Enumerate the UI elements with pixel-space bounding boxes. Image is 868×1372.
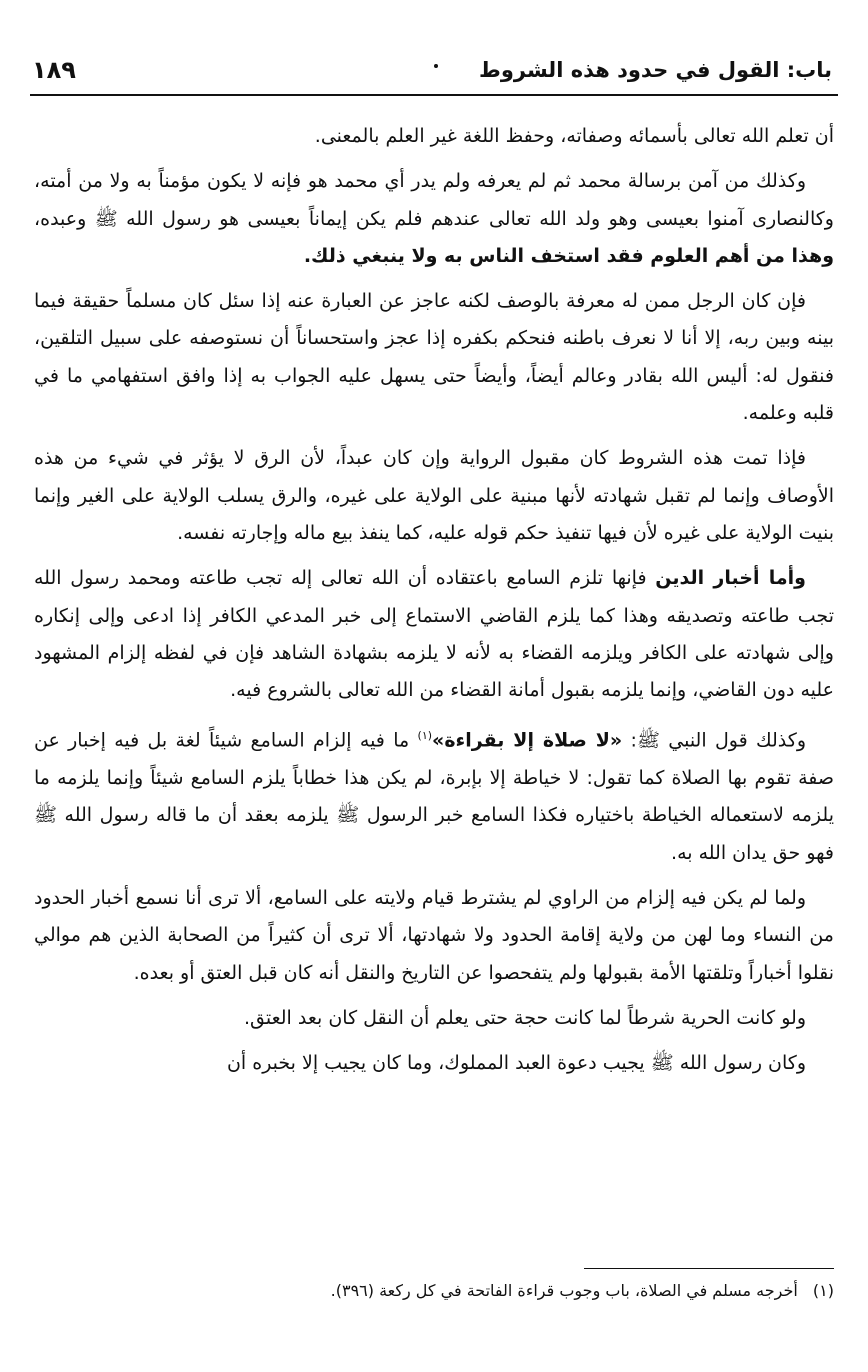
pbuh-ligature: ﷺ <box>94 207 118 230</box>
hadith-quote: «لا صلاة إلا بقراءة» <box>432 729 623 752</box>
paragraph-7 <box>34 880 834 992</box>
footnote-text: أخرجه مسلم في الصلاة، باب وجوب قراءة الفاتحة في كل ركعة (٣٩٦). <box>330 1281 798 1300</box>
paragraph-3 <box>34 283 834 432</box>
pbuh-ligature: ﷺ <box>636 729 660 752</box>
pbuh-ligature: ﷺ <box>650 1052 674 1075</box>
paragraph-8 <box>34 1000 834 1037</box>
paragraph-text: فهو حق يدان الله به. <box>671 841 834 864</box>
page-header <box>30 54 838 96</box>
paragraph-text: أن تعلم الله تعالى بأسمائه وصفاته، وحفظ اللغة غير العلم بالمعنى. <box>314 125 834 147</box>
paragraph-4 <box>34 440 834 552</box>
paragraph-text: وكان رسول الله <box>673 1052 806 1075</box>
section-lead: وأما أخبار الدين <box>655 567 806 590</box>
page-number: ١٨٩ <box>32 56 76 84</box>
paragraph-text: فإن كان الرجل ممن له معرفة بالوصف لكنه عاجز عن العبارة عنه إذا سئل كان مسلماً حقيقة فيما بينه وبين ربه، إلا أنا لا نعرف باطنه فنحكم بكفره إذا عجز واستحساناً أن نستوصفه على سبيل التلقين، فنقول له: أليس الله بقادر وعالم أيضاً، وأيضاً حتى يسهل عليه الجواب به إذا وافق استفهامي ما في قلبه وعلمه. <box>34 290 834 425</box>
paragraph-text: ولما لم يكن فيه إلزام من الراوي لم يشترط قيام ولايته على السامع، ألا ترى أنا نسمع أخبار الحدود من النساء وما لهن من ولاية إقامة الحدود ولا شهادتها، ألا ترى أن كثيراً من الصحابة الذين هم موالي نقلوا أخباراً وتلقتها الأمة بقبولها ولم يتفحصوا عن التاريخ والنقل أنه كان قبل العتق أو بعده. <box>34 886 834 984</box>
header-dot <box>434 64 438 68</box>
pbuh-ligature: ﷺ <box>34 804 57 827</box>
paragraph-text: فإذا تمت هذه الشروط كان مقبول الرواية وإن كان عبداً، لأن الرق لا يؤثر في شيء من هذه الأوصاف وإنما لم تقبل شهادته لأنها مبنية على الولاية على غيره، والرق يسلب الولاية على الغير وإنما بنيت الولاية على غيره لأن فيها تنفيذ حكم قوله عليه، كما ينفذ بيع ماله وإجارته نفسه. <box>34 447 834 544</box>
paragraph-text: : <box>622 729 637 752</box>
running-head: باب: القول في حدود هذه الشروط <box>479 58 832 82</box>
paragraph-1 <box>34 118 834 155</box>
footnote-marker: (١) <box>812 1281 834 1300</box>
paragraph-text: ما فيه إلزام السامع شيئاً لغة بل فيه إخبار عن صفة تقوم بها الصلاة كما تقول: لا خياطة إلا بإبرة، لم يكن هذا خطاباً يلزم السامع شيئاً وإنما يلزمه ما يلزمه لاستعماله الخياطة باختياره فكذا السامع خبر الرسول <box>34 729 834 827</box>
footnote <box>34 1276 834 1306</box>
paragraph-text: يلزمه بعقد أن ما قاله رسول الله <box>56 804 337 827</box>
footnote-reference: (١) <box>417 729 433 743</box>
paragraph-text: فإنها تلزم السامع باعتقاده أن الله تعالى إله تجب طاعته ومحمد رسول الله تجب طاعته وتصديقه وهذا كما يلزم القاضي الاستماع إلى خبر المدعي الكافر إذا ادعى وإلى إنكاره وإلى شهادته على الكافر ويلزمه القضاء به لأنه لا يلزمه بشهادة الشاهد فإن في لفظه إلزام المشهود عليه دون القاضي، وإنما يلزمه بقبول أمانة القضاء من الله تعالى بالشروع فيه. <box>34 567 834 702</box>
paragraph-2 <box>34 163 834 275</box>
footnote-divider <box>584 1268 834 1269</box>
paragraph-text: وعبده، <box>34 207 95 230</box>
paragraph-9 <box>34 1045 834 1082</box>
paragraph-text: وكذلك من آمن برسالة محمد ثم لم يعرفه ولم يدر أي محمد هو فإنه لا يكون مؤمناً به ولا من أمته، وكالنصارى آمنوا بعيسى وهو ولد الله تعالى عندهم فلم يكن إيماناً بعيسى هو رسول الله <box>34 170 834 230</box>
paragraph-text: ولو كانت الحرية شرطاً لما كانت حجة حتى يعلم أن النقل كان بعد العتق. <box>243 1006 806 1029</box>
pbuh-ligature: ﷺ <box>336 804 360 827</box>
paragraph-text: يجيب دعوة العبد المملوك، وما كان يجيب إلا بخبره أن <box>226 1052 651 1075</box>
paragraph-6 <box>34 717 834 872</box>
paragraph-text: وكذلك قول النبي <box>659 729 806 752</box>
bold-text: وهذا من أهم العلوم فقد استخف الناس به ولا ينبغي ذلك. <box>303 244 834 267</box>
body-text <box>34 118 834 1090</box>
paragraph-5 <box>34 560 834 709</box>
